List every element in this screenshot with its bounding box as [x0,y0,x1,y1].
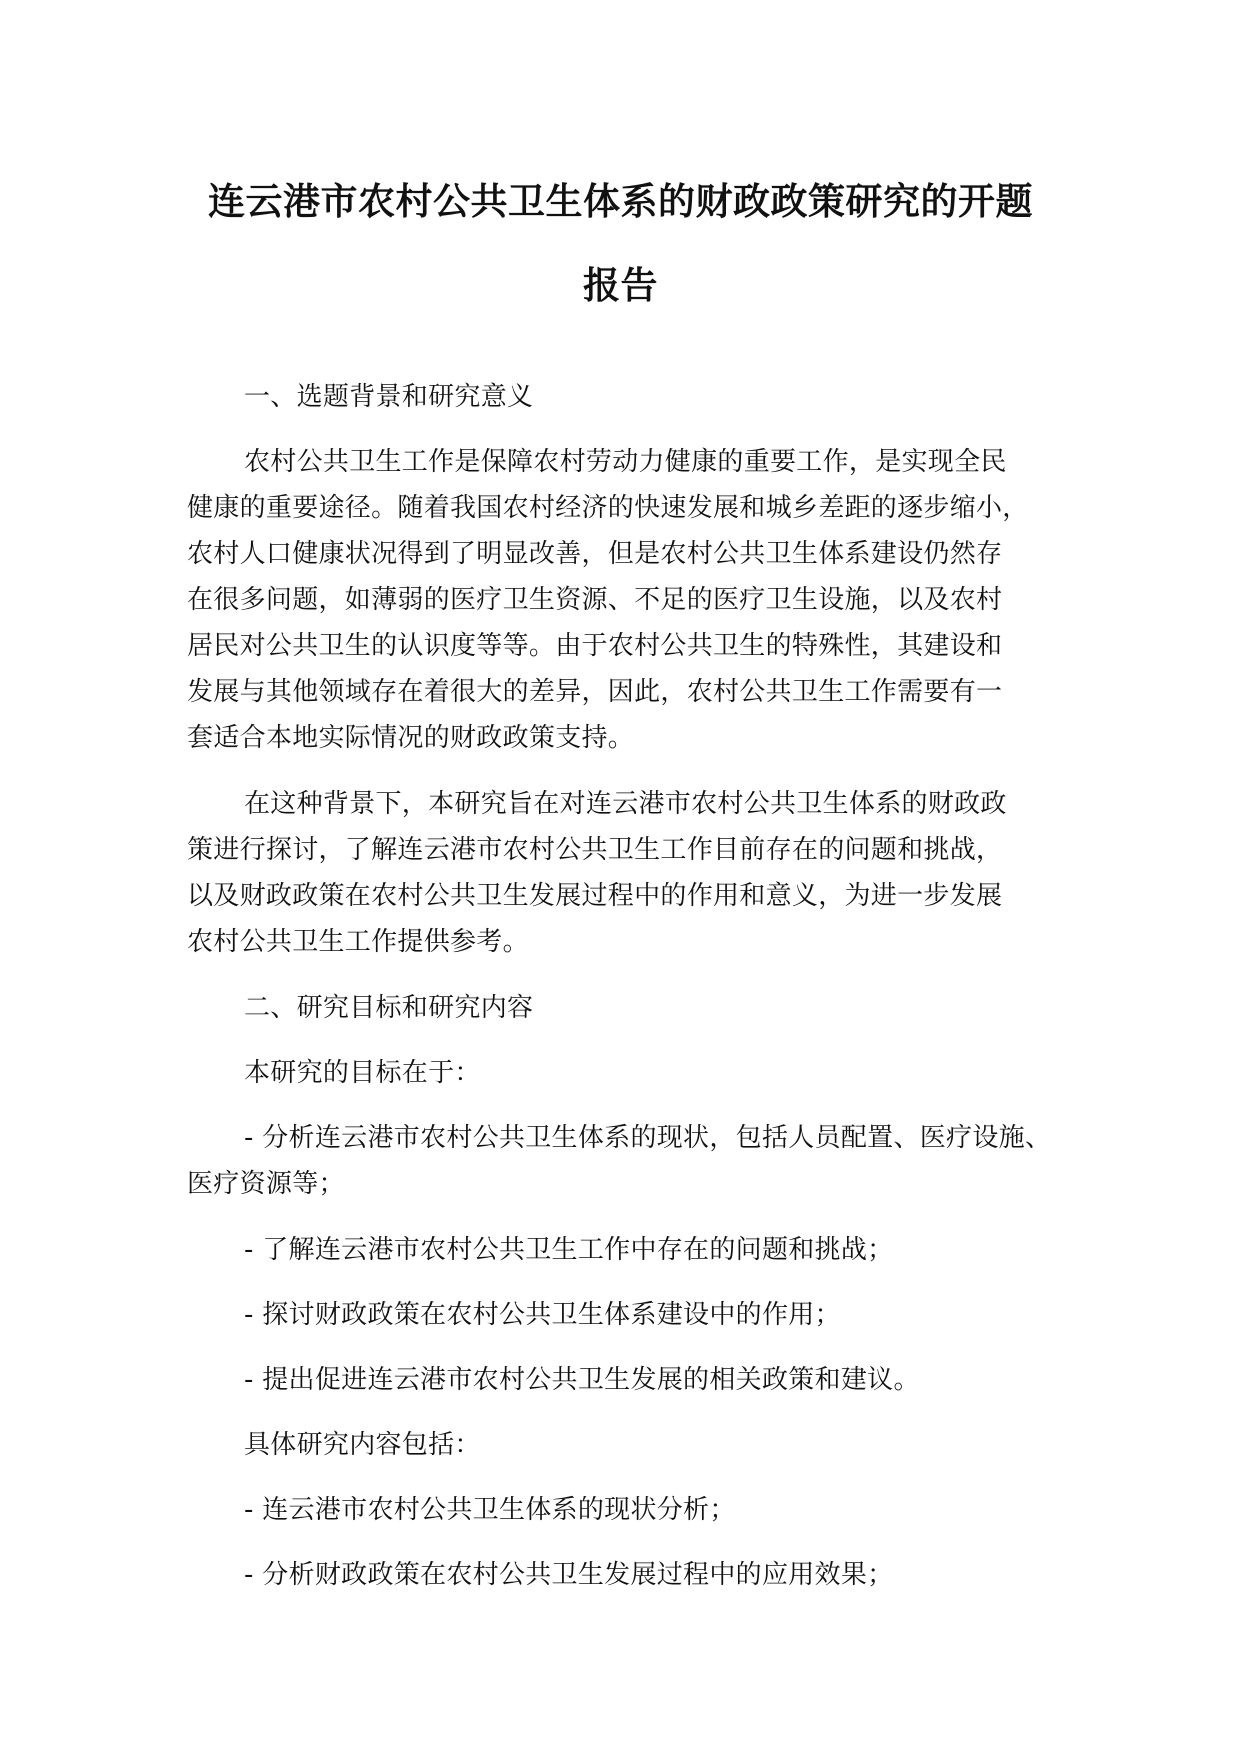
document-title-line-2: 报告 [583,264,658,307]
paragraph-line: 农村公共卫生工作提供参考。 [187,927,529,957]
paragraph-line: 在很多问题，如薄弱的医疗卫生资源、不足的医疗卫生设施，以及农村 [187,585,1003,615]
list-item: - 分析财政政策在农村公共卫生发展过程中的应用效果； [244,1560,894,1590]
section-heading-2: 二、研究目标和研究内容 [244,993,534,1023]
list-item: - 探讨财政政策在农村公共卫生体系建设中的作用； [244,1300,841,1330]
paragraph-line: 以及财政政策在农村公共卫生发展过程中的作用和意义，为进一步发展 [187,881,1003,911]
paragraph-line: 农村公共卫生工作是保障农村劳动力健康的重要工作，是实现全民 [244,447,1007,477]
paragraph-line: 发展与其他领域存在着很大的差异，因此，农村公共卫生工作需要有一 [187,677,1003,707]
list-item-continuation: 医疗资源等； [187,1169,345,1199]
paragraph-line: 策进行探讨，了解连云港市农村公共卫生工作目前存在的问题和挑战， [187,835,1003,865]
content-intro: 具体研究内容包括： [244,1430,481,1460]
goals-intro: 本研究的目标在于： [244,1058,481,1088]
paragraph-line: 农村人口健康状况得到了明显改善，但是农村公共卫生体系建设仍然存 [187,539,1003,569]
list-item: - 提出促进连云港市农村公共卫生发展的相关政策和建议。 [244,1365,920,1395]
paragraph-line: 健康的重要途径。随着我国农村经济的快速发展和城乡差距的逐步缩小， [187,493,1029,523]
list-item: - 分析连云港市农村公共卫生体系的现状，包括人员配置、医疗设施、 [244,1123,1052,1153]
list-item: - 了解连云港市农村公共卫生工作中存在的问题和挑战； [244,1235,894,1265]
paragraph-line: 居民对公共卫生的认识度等等。由于农村公共卫生的特殊性，其建设和 [187,631,1003,661]
paragraph-line: 在这种背景下，本研究旨在对连云港市农村公共卫生体系的财政政 [244,789,1007,819]
section-heading-1: 一、选题背景和研究意义 [244,382,534,412]
document-title-line-1: 连云港市农村公共卫生体系的财政政策研究的开题 [208,180,1033,223]
paragraph-line: 套适合本地实际情况的财政政策支持。 [187,723,635,753]
list-item: - 连云港市农村公共卫生体系的现状分析； [244,1495,736,1525]
